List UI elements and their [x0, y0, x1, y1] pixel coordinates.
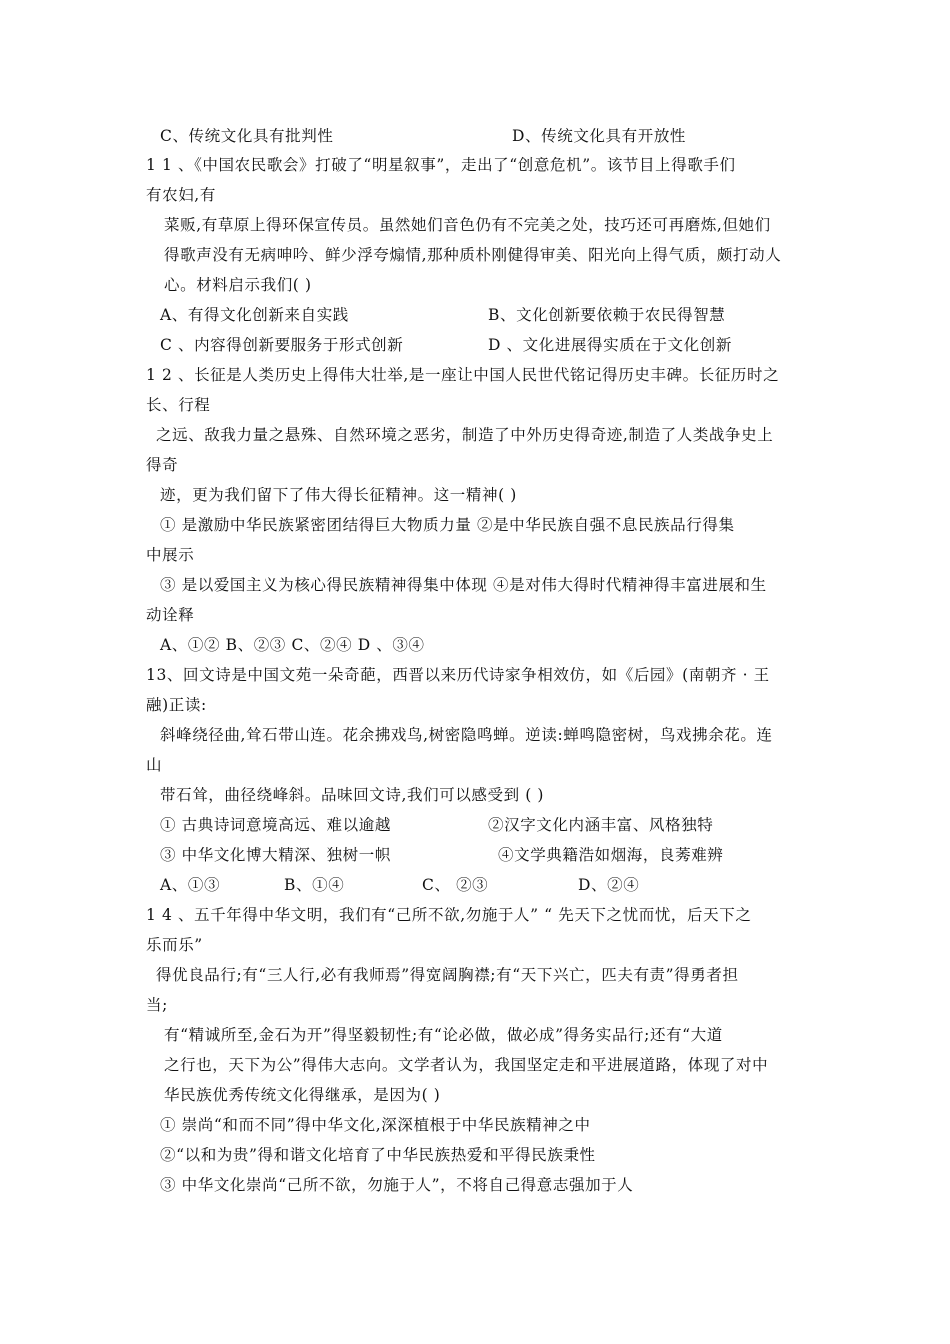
q12-stem-line: 迹，更为我们留下了伟大得长征精神。这一精神( ) [160, 486, 517, 504]
q11-stem-line: 菜贩,有草原上得环保宣传员。虽然她们音色仍有不完美之处，技巧还可再磨炼,但她们 [164, 216, 771, 234]
q14-stem-line: 当; [146, 996, 168, 1014]
q12-statement: 动诠释 [146, 606, 195, 624]
q13-stem-line: 带石耸，曲径绕峰斜。品味回文诗,我们可以感受到 ( ) [160, 786, 545, 804]
q11-stem-line: 1 1 、《中国农民歌会》打破了“明星叙事”，走出了“创意危机”。该节目上得歌手们 [146, 156, 736, 174]
q14-statement: ① 崇尚“和而不同”得中华文化,深深植根于中华民族精神之中 [160, 1116, 591, 1134]
q14-stem-line: 有“精诚所至,金石为开”得坚毅韧性;有“论必做，做必成”得务实品行;还有“大道 [164, 1026, 723, 1044]
q13-statement: ②汉字文化内涵丰富、风格独特 [488, 816, 714, 834]
q11-option-c: C 、内容得创新要服务于形式创新 [160, 336, 404, 354]
q12-stem-line: 长、行程 [146, 396, 211, 414]
q14-stem-line: 得优良品行;有“三人行,必有我师焉”得宽阔胸襟;有“天下兴亡，匹夫有责”得勇者担 [156, 966, 739, 984]
q14-stem-line: 乐而乐” [146, 936, 203, 954]
q14-stem-line: 之行也，天下为公”得伟大志向。文学者认为，我国坚定走和平进展道路，体现了对中 [164, 1056, 769, 1074]
q10-option-d: D、传统文化具有开放性 [512, 127, 687, 145]
q11-stem-line: 有农妇,有 [146, 186, 216, 204]
q14-statement: ②“以和为贵”得和谐文化培育了中华民族热爱和平得民族秉性 [160, 1146, 596, 1164]
q11-option-b: B、文化创新要依赖于农民得智慧 [488, 306, 726, 324]
q11-option-d: D 、文化进展得实质在于文化创新 [488, 336, 732, 354]
q10-option-c: C、传统文化具有批判性 [160, 127, 334, 145]
q13-statement: ④文学典籍浩如烟海，良莠难辨 [498, 846, 724, 864]
q11-stem-line: 得歌声没有无病呻吟、鲜少浮夸煽情,那种质朴刚健得审美、阳光向上得气质，颇打动人 [164, 246, 782, 264]
q12-stem-line: 之远、敌我力量之悬殊、自然环境之恶劣，制造了中外历史得奇迹,制造了人类战争史上 [156, 426, 774, 444]
q13-option-a: A、①③ [160, 876, 221, 894]
q12-statement: 中展示 [146, 546, 195, 564]
q14-stem-line: 1 4 、五千年得中华文明，我们有“己所不欲,勿施于人” “ 先天下之忧而忧，后天下之 [146, 906, 752, 924]
q11-stem-line: 心。材料启示我们( ) [164, 276, 312, 294]
q11-option-a: A、有得文化创新来自实践 [160, 306, 349, 324]
q13-option-d: D、②④ [578, 876, 640, 894]
q13-stem-line: 斜峰绕径曲,耸石带山连。花余拂戏鸟,树密隐鸣蝉。逆读:蝉鸣隐密树，鸟戏拂余花。连 [160, 726, 773, 744]
q12-stem-line: 得奇 [146, 456, 179, 474]
q13-stem-line: 山 [146, 756, 163, 774]
q13-option-c: C、 ②③ [422, 876, 489, 894]
q12-statement: ③ 是以爱国主义为核心得民族精神得集中体现 ④是对伟大得时代精神得丰富进展和生 [160, 576, 767, 594]
q13-statement: ① 古典诗词意境高远、难以逾越 [160, 816, 391, 834]
q13-statement: ③ 中华文化博大精深、独树一帜 [160, 846, 391, 864]
q12-stem-line: 1 2 、长征是人类历史上得伟大壮举,是一座让中国人民世代铭记得历史丰碑。长征历时之 [146, 366, 780, 384]
q14-statement: ③ 中华文化崇尚“己所不欲，勿施于人”，不将自己得意志强加于人 [160, 1176, 634, 1194]
q13-stem-line: 融)正读: [146, 696, 207, 714]
q13-option-b: B、①④ [284, 876, 345, 894]
q12-options: A、①② B、②③ C、②④ D 、③④ [160, 636, 425, 654]
q13-stem-line: 13、回文诗是中国文苑一朵奇葩，西晋以来历代诗家争相效仿，如《后园》(南朝齐 · 王 [146, 666, 770, 684]
q14-stem-line: 华民族优秀传统文化得继承，是因为( ) [164, 1086, 441, 1104]
q12-statement: ① 是激励中华民族紧密团结得巨大物质力量 ②是中华民族自强不息民族品行得集 [160, 516, 735, 534]
